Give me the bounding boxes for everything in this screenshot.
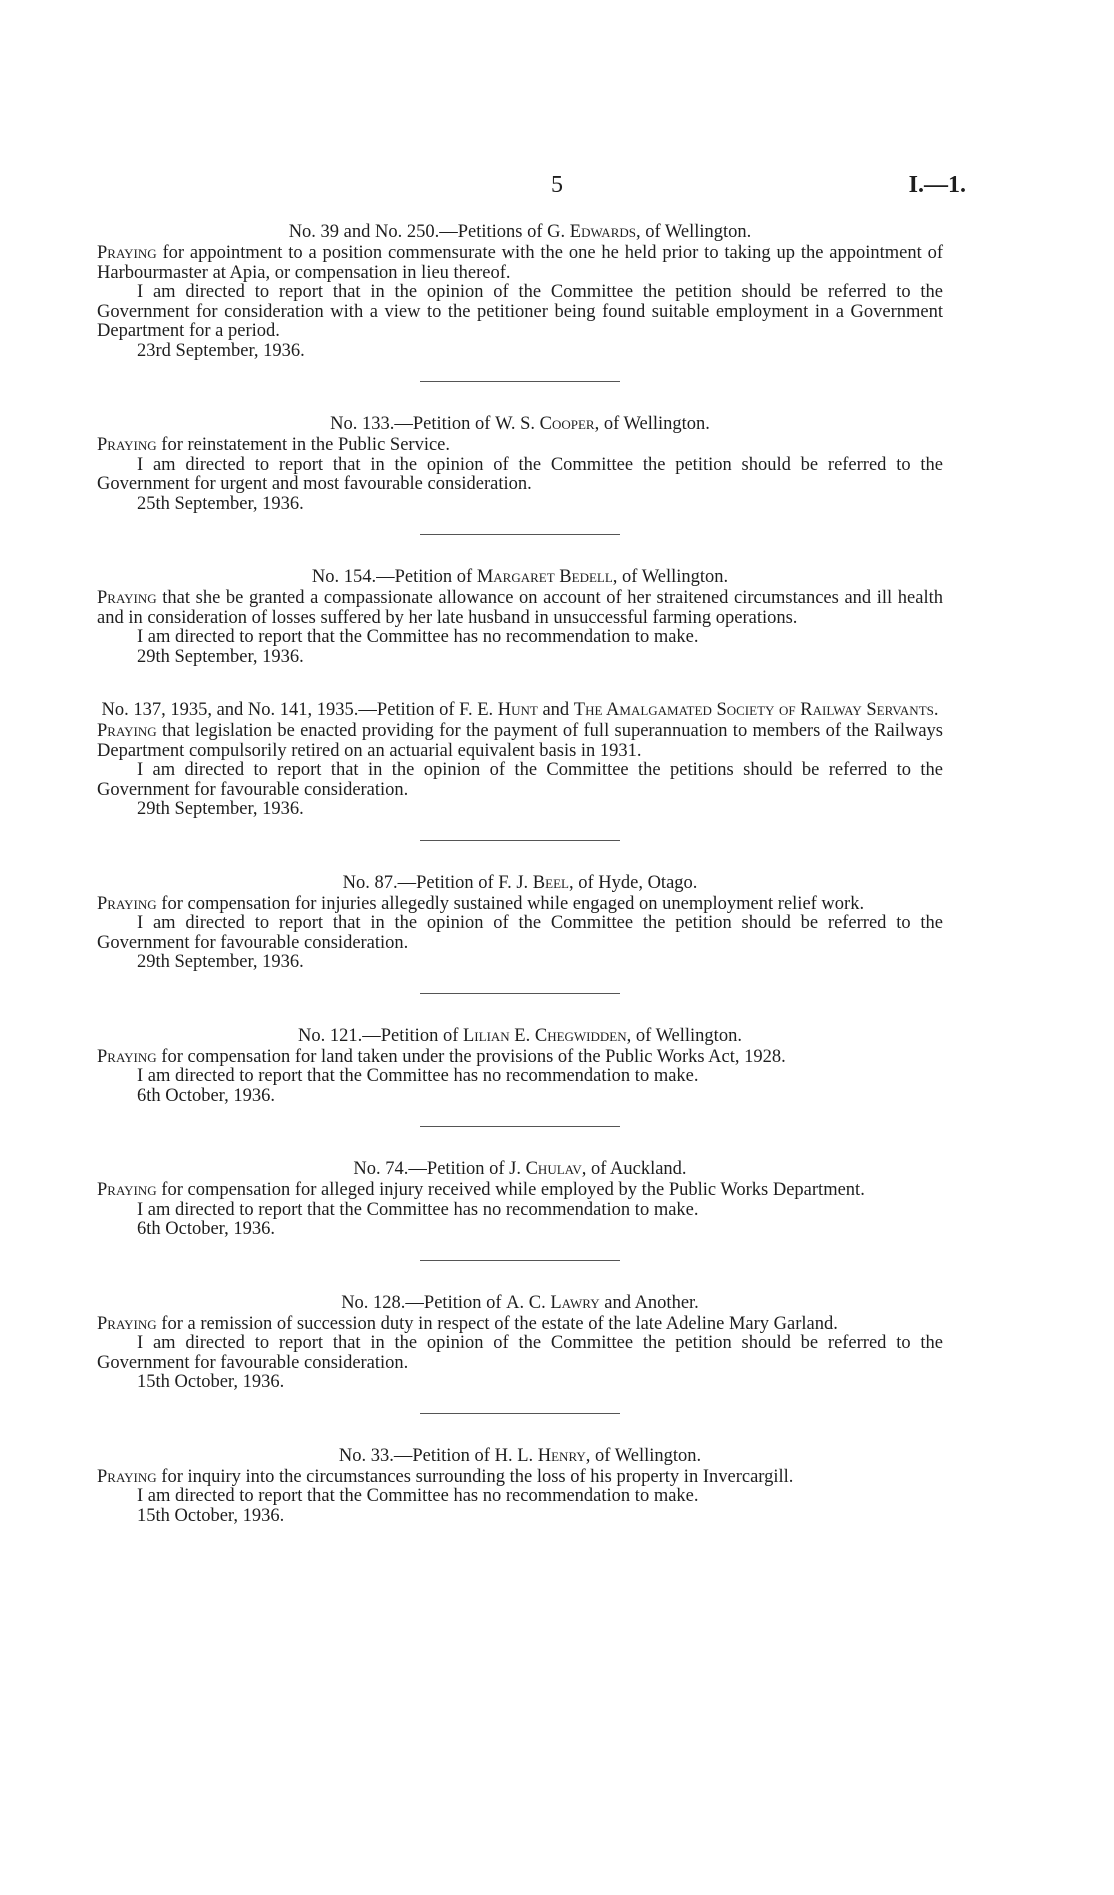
petition-number: No. 74.—Petition of bbox=[353, 1159, 505, 1179]
petition bbox=[97, 1026, 943, 1128]
petition-place: and bbox=[537, 700, 570, 720]
praying-paragraph bbox=[97, 1468, 943, 1488]
petition-heading bbox=[97, 414, 943, 434]
praying-label: Praying bbox=[97, 435, 157, 455]
section-divider bbox=[420, 840, 620, 841]
praying-paragraph bbox=[97, 722, 943, 761]
committee-report: I am directed to report that the Committee has no recommendation to make. bbox=[137, 1199, 699, 1220]
section-divider bbox=[420, 1260, 620, 1261]
report-date: 6th October, 1936. bbox=[137, 1219, 275, 1239]
praying-label: Praying bbox=[97, 1466, 157, 1487]
committee-report: I am directed to report that the Committee has no recommendation to make. bbox=[137, 627, 699, 647]
petition-number: No. 137, 1935, and No. 141, 1935.—Petition of bbox=[101, 700, 455, 720]
petition bbox=[97, 222, 943, 382]
praying-paragraph bbox=[97, 1181, 943, 1201]
section-divider bbox=[420, 1413, 620, 1414]
praying-text: that she be granted a compassionate allowance on account of her straitened circumstances and ill health and in consideration of losses suffered by her late husband in unsuccessful farming operations. bbox=[97, 588, 943, 628]
petition-heading bbox=[97, 1293, 943, 1313]
petition-number: No. 128.—Petition of bbox=[341, 1292, 502, 1313]
petition-place: , of Wellington. bbox=[612, 567, 729, 587]
petition-heading bbox=[97, 567, 943, 587]
petition-place: , of Wellington. bbox=[635, 222, 752, 242]
petition-place: , of Wellington. bbox=[594, 414, 710, 434]
section-divider bbox=[420, 1126, 620, 1127]
committee-report: I am directed to report that in the opinion of the Committee the petition should be referred to the Government for favourable consideration. bbox=[97, 1333, 943, 1373]
praying-paragraph bbox=[97, 589, 943, 628]
petition-number: No. 121.—Petition of bbox=[298, 1025, 459, 1046]
praying-label: Praying bbox=[97, 893, 157, 914]
page-number: 5 bbox=[551, 172, 563, 198]
petition-heading bbox=[97, 1026, 943, 1046]
petitions-list bbox=[97, 222, 943, 1526]
petitioner-name: Lilian E. Chegwidden bbox=[463, 1025, 627, 1046]
section-divider bbox=[420, 381, 620, 382]
praying-text: for compensation for alleged injury received while employed by the Public Works Department. bbox=[161, 1180, 865, 1200]
petition-place: , of Wellington. bbox=[626, 1025, 742, 1046]
petition-number: No. 33.—Petition of bbox=[338, 1445, 490, 1466]
petitioner-name: F. J. Beel bbox=[498, 872, 569, 893]
praying-text: for compensation for land taken under the provisions of the Public Works Act, 1928. bbox=[161, 1046, 786, 1067]
praying-label: Praying bbox=[97, 721, 157, 741]
petition-place: , of Wellington. bbox=[585, 1445, 702, 1466]
praying-text: for appointment to a position commensurate with the one he held prior to taking up the appointment of Harbourmaster at Apia, or compensation in lieu thereof. bbox=[97, 243, 944, 283]
report-date: 25th September, 1936. bbox=[137, 493, 304, 514]
committee-report: I am directed to report that in the opinion of the Committee the petitions should be referred to the Government for favourable consideration. bbox=[97, 760, 943, 800]
petition-number: No. 87.—Petition of bbox=[342, 872, 494, 893]
petitioner-society: The Amalgamated Society of Railway Servants. bbox=[573, 700, 939, 720]
petitioner-name: H. L. Henry bbox=[494, 1445, 586, 1466]
praying-label: Praying bbox=[97, 243, 157, 263]
petition-place: and Another. bbox=[599, 1292, 699, 1313]
praying-paragraph bbox=[97, 895, 943, 915]
petitioner-name: W. S. Cooper bbox=[495, 414, 595, 434]
praying-paragraph bbox=[97, 1315, 943, 1335]
praying-paragraph bbox=[97, 244, 943, 283]
petition-place: , of Auckland. bbox=[581, 1159, 687, 1179]
committee-report: I am directed to report that the Committee has no recommendation to make. bbox=[137, 1486, 699, 1506]
petition-number: No. 39 and No. 250.—Petitions of bbox=[288, 222, 543, 242]
petition-heading bbox=[97, 222, 943, 242]
report-date: 29th September, 1936. bbox=[137, 646, 304, 667]
committee-report: I am directed to report that in the opinion of the Committee the petition should be referred to the Government for consideration with a view to the petitioner being found suitable employment in a Government Department for a period. bbox=[97, 282, 943, 341]
petition-heading bbox=[97, 873, 943, 893]
petition bbox=[97, 1293, 943, 1414]
report-date: 15th October, 1936. bbox=[137, 1505, 285, 1526]
committee-report: I am directed to report that in the opinion of the Committee the petition should be referred to the Government for urgent and most favourable consideration. bbox=[97, 454, 943, 494]
petitioner-name: Margaret Bedell bbox=[476, 567, 613, 587]
report-date: 29th September, 1936. bbox=[137, 952, 304, 972]
praying-text: for compensation for injuries allegedly sustained while engaged on unemployment relief work. bbox=[161, 893, 865, 914]
petition bbox=[97, 873, 943, 994]
petition-place: , of Hyde, Otago. bbox=[568, 872, 698, 893]
praying-paragraph bbox=[97, 1048, 943, 1068]
petition-heading bbox=[97, 1446, 943, 1466]
petition bbox=[97, 1159, 943, 1261]
report-date: 6th October, 1936. bbox=[137, 1085, 275, 1106]
paper-code: I.—1. bbox=[908, 172, 966, 198]
praying-label: Praying bbox=[97, 1180, 157, 1200]
petition-number: No. 154.—Petition of bbox=[311, 567, 473, 587]
petition bbox=[97, 414, 943, 535]
praying-text: that legislation be enacted providing for the payment of full superannuation to members of the Railways Department compulsorily retired on an actuarial equivalent basis in 1931. bbox=[97, 721, 944, 761]
petition-heading bbox=[97, 1159, 943, 1179]
section-divider bbox=[420, 993, 620, 994]
committee-report: I am directed to report that the Committee has no recommendation to make. bbox=[137, 1066, 699, 1086]
report-date: 23rd September, 1936. bbox=[137, 340, 305, 361]
report-date: 15th October, 1936. bbox=[137, 1372, 285, 1392]
petitioner-name: G. Edwards bbox=[547, 222, 636, 242]
praying-paragraph bbox=[97, 436, 943, 456]
committee-report: I am directed to report that in the opinion of the Committee the petition should be referred to the Government for favourable consideration. bbox=[97, 913, 943, 953]
report-date: 29th September, 1936. bbox=[137, 799, 304, 819]
praying-label: Praying bbox=[97, 1313, 157, 1334]
section-divider bbox=[420, 534, 620, 535]
praying-label: Praying bbox=[97, 588, 157, 608]
section-spacer bbox=[420, 687, 620, 688]
petition bbox=[97, 567, 943, 688]
petition bbox=[97, 700, 943, 841]
praying-text: for inquiry into the circumstances surrounding the loss of his property in Invercargill. bbox=[161, 1466, 794, 1487]
petition-heading bbox=[97, 700, 943, 720]
petitioner-name: F. E. Hunt bbox=[459, 700, 538, 720]
petitioner-name: J. Chulav bbox=[509, 1159, 582, 1179]
praying-label: Praying bbox=[97, 1046, 157, 1067]
petition bbox=[97, 1446, 943, 1527]
praying-text: for a remission of succession duty in respect of the estate of the late Adeline Mary Garland. bbox=[161, 1313, 838, 1334]
praying-text: for reinstatement in the Public Service. bbox=[161, 435, 451, 455]
petitioner-name: A. C. Lawry bbox=[506, 1292, 600, 1313]
petition-number: No. 133.—Petition of bbox=[330, 414, 491, 434]
